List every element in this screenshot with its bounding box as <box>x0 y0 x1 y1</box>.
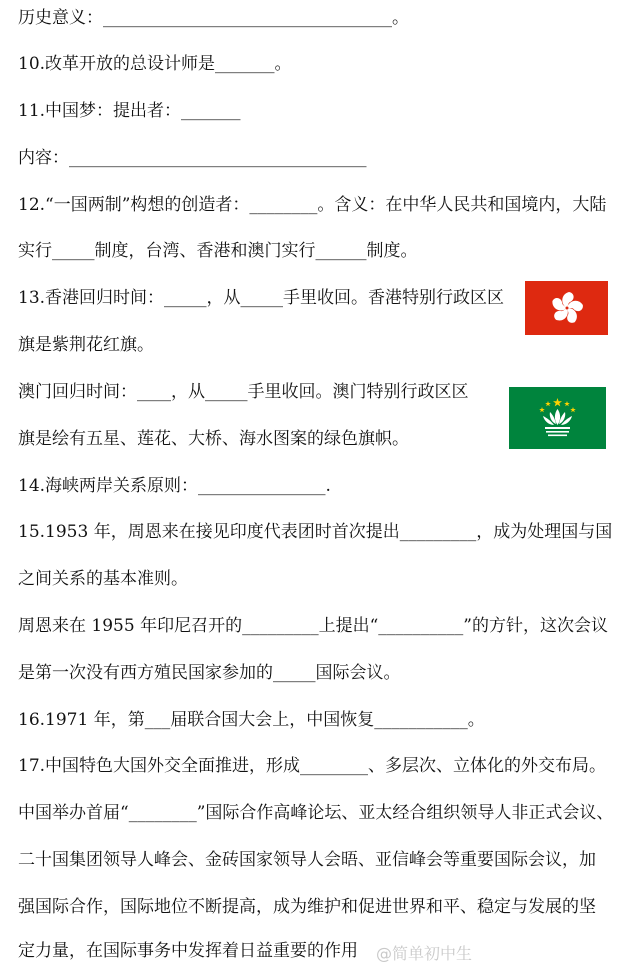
line-6: 实行_____制度，台湾、香港和澳门实行______制度。 <box>18 241 418 261</box>
line-1: 历史意义：__________________________________。 <box>18 8 409 28</box>
line-14: 周恩来在 1955 年印尼召开的_________上提出“__________”的方针，这次会议 <box>18 616 608 636</box>
line-19: 二十国集团领导人峰会、金砖国家领导人会晤、亚信峰会等重要国际会议，加 <box>18 850 596 870</box>
line-13: 之间关系的基本准则。 <box>18 569 188 589</box>
water-line-icon <box>546 431 569 433</box>
line-11: 14.海峡两岸关系原则：_______________. <box>18 476 331 496</box>
line-12: 15.1953 年，周恩来在接见印度代表团时首次提出_________，成为处理国与国 <box>18 522 613 542</box>
macau-flag-icon <box>509 387 606 449</box>
line-2: 10.改革开放的总设计师是_______。 <box>18 54 292 74</box>
watermark: @简单初中生 <box>376 944 473 963</box>
line-4: 内容：___________________________________ <box>18 148 367 168</box>
line-18: 中国举办首届“________”国际合作高峰论坛、亚太经合组织领导人非正式会议、 <box>18 803 614 823</box>
line-8: 旗是紫荆花红旗。 <box>18 335 154 355</box>
line-17: 17.中国特色大国外交全面推进，形成________、多层次、立体化的外交布局。 <box>18 756 607 776</box>
line-7: 13.香港回归时间：_____，从_____手里收回。香港特别行政区区 <box>18 288 505 308</box>
line-16: 16.1971 年，第___届联合国大会上，中国恢复___________。 <box>18 710 485 730</box>
line-10: 旗是绘有五星、莲花、大桥、海水图案的绿色旗帜。 <box>18 429 409 449</box>
hongkong-flag-icon <box>525 281 608 335</box>
line-3: 11.中国梦：提出者：_______ <box>18 101 241 121</box>
line-21: 定力量，在国际事务中发挥着日益重要的作用 <box>18 941 358 961</box>
line-9: 澳门回归时间：____，从_____手里收回。澳门特别行政区区 <box>18 382 469 402</box>
line-20: 强国际合作，国际地位不断提高，成为维护和促进世界和平、稳定与发展的坚 <box>18 897 596 917</box>
bridge-icon <box>545 427 570 429</box>
line-15: 是第一次没有西方殖民国家参加的_____国际会议。 <box>18 663 401 683</box>
line-5: 12.“一国两制”构想的创造者：________。含义：在中华人民共和国境内，大陆 <box>18 195 607 215</box>
water-line-icon-2 <box>548 435 567 437</box>
